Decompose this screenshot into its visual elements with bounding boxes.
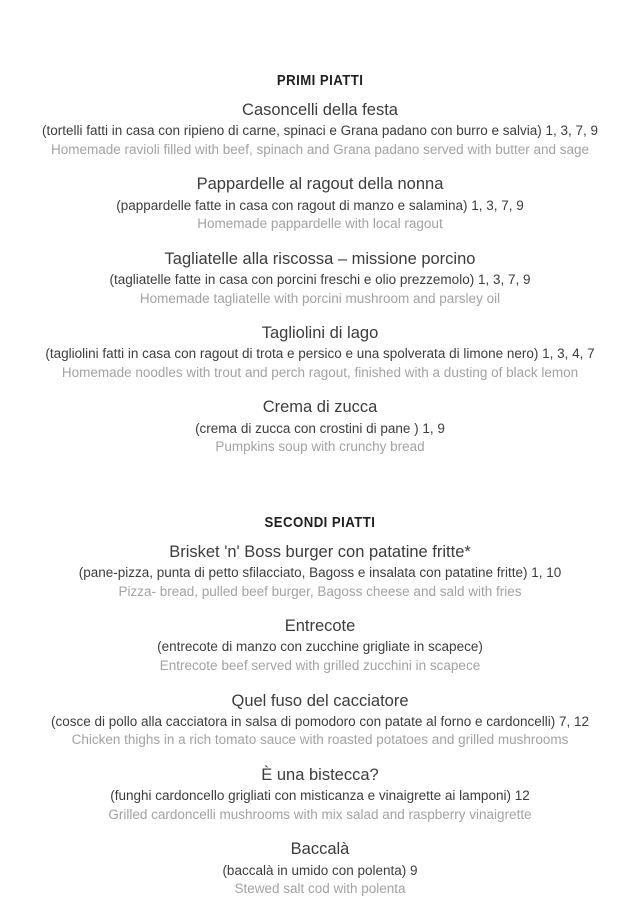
dish-name: Brisket 'n' Boss burger con patatine fritte* <box>169 542 471 561</box>
section-primi-piatti <box>8 72 632 456</box>
dish-description-italian: (tortelli fatti in casa con ripieno di carne, spinaci e Grana padano con burro e salvia) 1, 3, 7, 9 <box>41 123 599 139</box>
dish-description-english: Homemade tagliatelle with porcini mushroom and parsley oil <box>139 290 501 306</box>
dish-name: Tagliolini di lago <box>261 324 379 343</box>
dish-description-english: Chicken thighs in a rich tomato sauce with roasted potatoes and grilled mushrooms <box>71 732 569 748</box>
dish-description-italian: (baccalà in umido con polenta) 9 <box>222 862 418 878</box>
dish-description-italian: (pane-pizza, punta di petto sfilacciato, Bagoss e insalata con patatine fritte) 1, 10 <box>78 565 562 581</box>
dish-name: Entrecote <box>284 617 356 636</box>
dish-description-english: Homemade ravioli filled with beef, spinach and Grana padano served with butter and sage <box>50 141 590 157</box>
dish-name: Casoncelli della festa <box>242 101 398 119</box>
dish-quel-fuso-del-cacciatore <box>8 690 632 749</box>
dish-crema-di-zucca <box>8 396 632 455</box>
dish-tagliatelle <box>8 248 632 307</box>
dish-description-italian: (funghi cardoncello grigliati con misticanza e vinaigrette ai lamponi) 12 <box>110 788 530 804</box>
dish-name: È una bistecca? <box>261 765 379 784</box>
dish-pappardelle <box>8 173 632 232</box>
dish-e-una-bistecca <box>8 764 632 823</box>
section-secondi-piatti <box>8 514 632 898</box>
dish-description-english: Pizza- bread, pulled beef burger, Bagoss cheese and sald with fries <box>118 583 522 599</box>
section-title-wrap <box>8 72 632 95</box>
dish-description-english: Homemade pappardelle with local ragout <box>197 216 443 232</box>
dish-baccala <box>8 838 632 897</box>
section-title: PRIMI PIATTI <box>276 72 364 89</box>
dish-description-italian: (crema di zucca con crostini di pane ) 1, 9 <box>195 420 445 436</box>
dish-name: Pappardelle al ragout della nonna <box>196 175 444 194</box>
dish-description-italian: (tagliolini fatti in casa con ragout di trota e persico e una spolverata di limone nero) 1, 3, 4, 7 <box>45 346 595 362</box>
dish-description-english: Stewed salt cod with polenta <box>234 881 406 897</box>
dish-description-english: Pumpkins soup with crunchy bread <box>215 439 425 455</box>
dish-name: Tagliatelle alla riscossa – missione porcino <box>164 249 476 268</box>
section-title: SECONDI PIATTI <box>264 513 376 531</box>
dish-name: Crema di zucca <box>262 398 378 417</box>
dish-description-english: Homemade noodles with trout and perch ragout, finished with a dusting of black lemon <box>61 364 579 380</box>
dish-tagliolini <box>8 322 632 381</box>
dish-name: Baccalà <box>290 840 350 859</box>
dish-description-italian: (cosce di pollo alla cacciatora in salsa di pomodoro con patate al forno e cardoncelli) 7, 12 <box>50 713 590 729</box>
dish-description-english: Grilled cardoncelli mushrooms with mix salad and raspberry vinaigrette <box>108 806 532 822</box>
dish-description-italian: (tagliatelle fatte in casa con porcini freschi e olio prezzemolo) 1, 3, 7, 9 <box>109 271 531 287</box>
section-title-wrap <box>8 514 632 537</box>
dish-description-italian: (pappardelle fatte in casa con ragout di manzo e salamina) 1, 3, 7, 9 <box>116 197 524 213</box>
dish-description-italian: (entrecote di manzo con zucchine grigliate in scapece) <box>157 639 483 655</box>
dish-description-english: Entrecote beef served with grilled zucchini in scapece <box>159 657 481 673</box>
dish-entrecote <box>8 615 632 674</box>
dish-brisket-burger <box>8 541 632 600</box>
dish-name: Quel fuso del cacciatore <box>231 691 409 710</box>
dish-casoncelli <box>8 99 632 158</box>
